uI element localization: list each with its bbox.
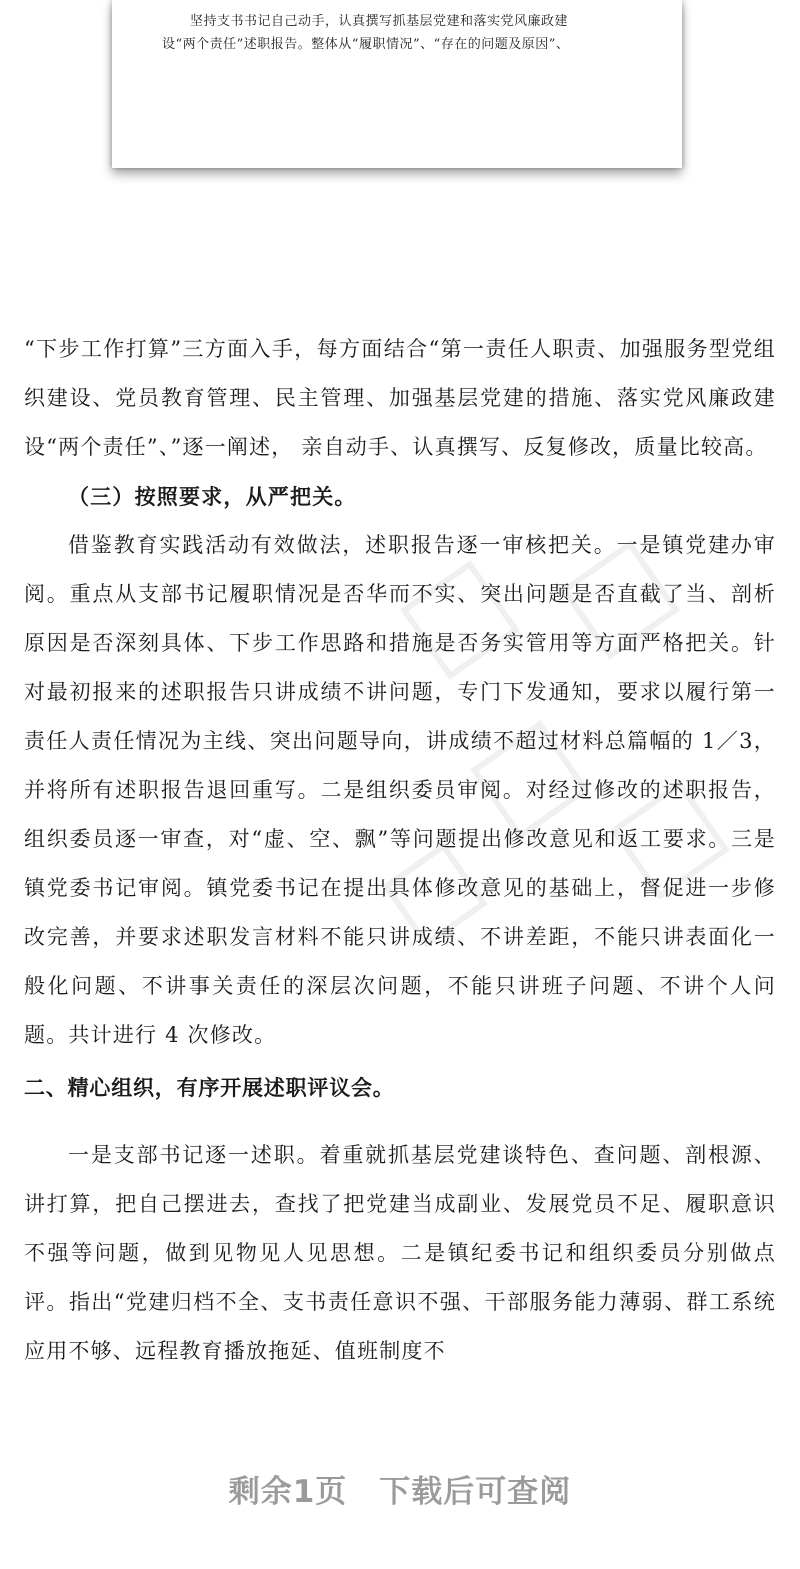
paragraph-2: 借鉴教育实践活动有效做法，述职报告逐一审核把关。一是镇党建办审阅。重点从支部书记履职情况是否华而不实、突出问题是否直截了当、剖析原因是否深刻具体、下步工作思路和措施是否务实管用等方面严格把关。针对最初报来的述职报告只讲成绩不讲问题，专门下发通知，要求以履行第一责任人责任情况为主线、突出问题导向，讲成绩不超过材料总篇幅的 1／3，并将所有述职报告退回重写。二是组织委员审阅。对经过修改的述职报告，组织委员逐一审查，对“虚、空、飘”等问题提出修改意见和返工要求。三是镇党委书记审阅。镇党委书记在提出具体修改意见的基础上，督促进一步修改完善，并要求述职发言材料不能只讲成绩、不讲差距，不能只讲表面化一般化问题、不讲事关责任的深层次问题，不能只讲班子问题、不讲个人问题。共计进行 4 次修改。: [24, 533, 776, 1047]
document-body: [24, 325, 776, 1376]
preview-card: [112, 0, 682, 168]
remaining-pages-text: 剩余1页: [228, 1474, 348, 1510]
subheading-3: （三）按照要求，从严把关。: [68, 484, 357, 509]
paragraph-3: 一是支部书记逐一述职。着重就抓基层党建谈特色、查问题、剖根源、讲打算，把自己摆进去，查找了把党建当成副业、发展党员不足、履职意识不强等问题，做到见物见人见思想。二是镇纪委书记和组织委员分别做点评。指出“党建归档不全、支书责任意识不强、干部服务能力薄弱、群工系统应用不够、远程教育播放拖延、值班制度不: [24, 1143, 776, 1363]
section-heading-2: 二、精心组织，有序开展述职评议会。: [24, 1076, 395, 1100]
remaining-pages-banner[interactable]: [0, 1466, 800, 1511]
preview-line-2: 设“两个责任”述职报告。整体从“履职情况”、“存在的问题及原因”、: [162, 37, 570, 52]
preview-text: [162, 10, 644, 56]
paragraph-1: “下步工作打算”三方面入手，每方面结合“第一责任人职责、加强服务型党组织建设、党员教育管理、民主管理、加强基层党建的措施、落实党风廉政建设“两个责任”、”逐一阐述， 亲自动手、认真撰写、反复修改，质量比较高。: [24, 337, 776, 459]
download-hint-text: 下载后可查阅: [379, 1474, 572, 1510]
preview-line-1: 坚持支书书记自己动手，认真撰写抓基层党建和落实党风廉政建: [190, 14, 569, 29]
